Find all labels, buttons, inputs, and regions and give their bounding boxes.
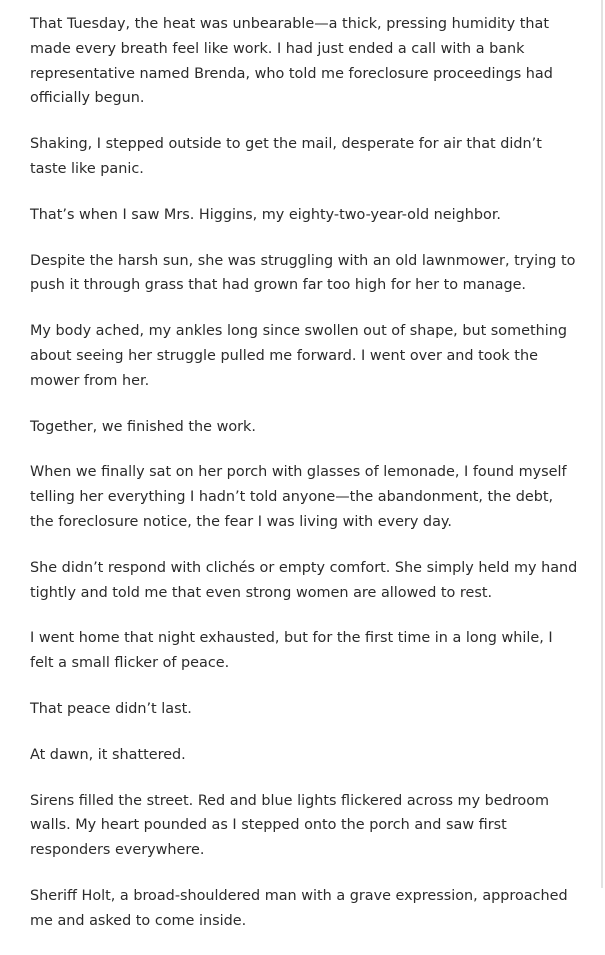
paragraph-10: That peace didn’t last. [30, 700, 192, 717]
paragraph-9: I went home that night exhausted, but for the first time in a long while, I felt a small flicker of peace. [30, 630, 553, 672]
paragraph-4: Despite the harsh sun, she was struggling with an old lawnmower, trying to push it through grass that had grown far too high for her to manage. [30, 252, 576, 294]
paragraph-1: That Tuesday, the heat was unbearable—a thick, pressing humidity that made every breath feel like work. I had just ended a call with a bank representative named Brenda, who told me foreclosure proceedings had officially begun. [30, 16, 553, 107]
paragraph-12: Sirens filled the street. Red and blue lights flickered across my bedroom walls. My heart pounded as I stepped onto the porch and saw first responders everywhere. [30, 792, 550, 859]
paragraph-7: When we finally sat on her porch with glasses of lemonade, I found myself telling her everything I hadn’t told anyone—the abandonment, the debt, the foreclosure notice, the fear I was living with every day. [30, 464, 567, 530]
paragraph-3: That’s when I saw Mrs. Higgins, my eighty-two-year-old neighbor. [30, 206, 501, 223]
paragraph-13: Sheriff Holt, a broad-shouldered man with a grave expression, approached me and asked to come inside. [30, 887, 568, 929]
paragraph-5: My body ached, my ankles long since swollen out of shape, but something about seeing her struggle pulled me forward. I went over and took the mower from her. [30, 323, 567, 389]
paragraph-11: At dawn, it shattered. [30, 746, 186, 763]
paragraph-6: Together, we finished the work. [30, 418, 256, 435]
paragraph-8: She didn’t respond with clichés or empty comfort. She simply held my hand tightly and told me that even strong women are allowed to rest. [30, 559, 578, 601]
article-body [30, 12, 578, 955]
paragraph-2: Shaking, I stepped outside to get the mail, desperate for air that didn’t taste like panic. [30, 136, 542, 177]
